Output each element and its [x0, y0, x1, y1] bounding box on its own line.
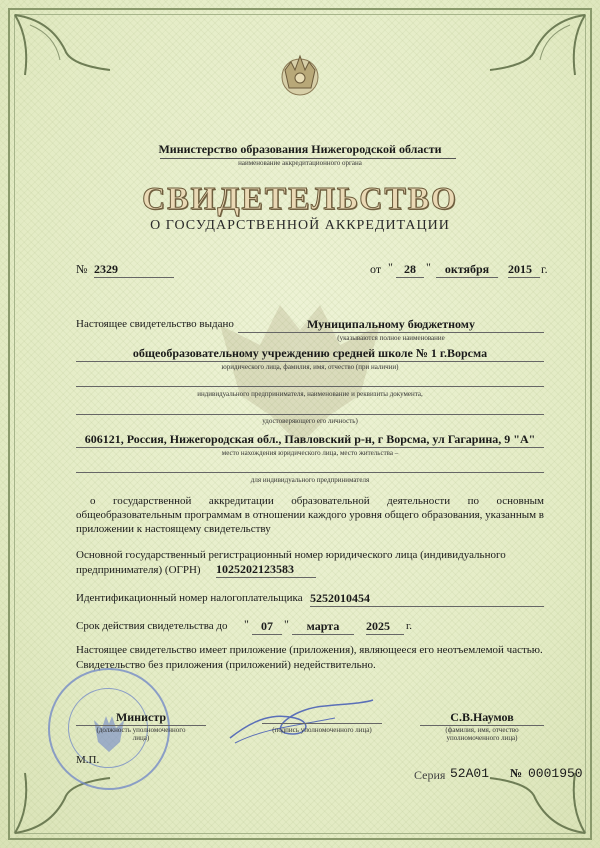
- issued-caption6: для индивидуального предпринимателя: [250, 476, 370, 484]
- valid-day: 07: [252, 619, 282, 635]
- position-caption: (должность уполномоченного лица): [96, 726, 186, 742]
- corner-ornament-icon: [480, 10, 590, 80]
- issued-caption5: место нахождения юридического лица, место жительства –: [221, 449, 399, 457]
- number-prefix: №: [76, 262, 88, 276]
- issued-to-line2: общеобразовательному учреждению средней школе № 1 г.Ворсма: [76, 346, 544, 362]
- issued-caption3: индивидуального предпринимателя, наименование и реквизиты документа,: [197, 390, 423, 398]
- coat-of-arms-icon: [277, 50, 323, 100]
- series-value: 52А01: [450, 766, 490, 781]
- issued-label: Настоящее свидетельство выдано: [76, 318, 234, 330]
- valid-suffix: г.: [406, 620, 413, 632]
- ministry-name: Министерство образования Нижегородской области: [158, 142, 442, 156]
- mp-label: М.П.: [76, 754, 100, 766]
- issued-caption2: юридического лица, фамилия, имя, отчество (при наличии): [221, 363, 399, 371]
- valid-label: Срок действия свидетельства до: [76, 620, 228, 632]
- issue-month: октября: [436, 262, 498, 278]
- inn-value: 5252010454: [310, 591, 544, 607]
- ogrn-value: 1025202123583: [216, 562, 316, 578]
- address-line: 606121, Россия, Нижегородская обл., Павловский р-н, г Ворсма, ул Гагарина, 9 "А": [76, 432, 544, 448]
- certificate-page: Министерство образования Нижегородской области наименование аккредитационного органа СВИДЕТЕЛЬСТВО О ГОСУДАРСТВЕННОЙ АККРЕДИТАЦИИ № 2329 от " 28 " октября 2015 г. Настоящее свидетельство выдано Муниципальному бюджетному (указываются полное наименование общеобразовательному учреждению средней школе № 1 г.Ворсма юридического лица, фамилия, имя, отчество (при наличии) индивидуального предпринимателя, наименование и реквизиты документа, удостоверяющего его личность) 606121, Россия, Нижегородская обл., Павловский р-н, г Ворсма, ул Гагарина, 9 "А" место нахождения юридического лица, место жительства – для индивидуального предпринимателя о государственной аккредитации образовательной деятельности по основным общеобразовательным программам в отношении каждого уровня общего образования, указанным в приложении к настоящему свидетельству Основной государственный регистрационный номер юридического лица (индивидуального предпринимателя) (ОГРН) 1025202123583 Идентификационный номер налогоплательщика 5252010454 Срок действия свидетельства до " 07 " марта 2025 г. Настоящее свидетельство имеет приложение (приложения), являющееся его неотъемлемой частью. Свидетельство без приложения (приложений) недействительно. Министр (должность уполномоченного лица) (подпись уполномоченного лица) С.В.Наумов (фамилия, имя, отчество уполномоченного лица) М.П. Серия 52А01 № 0001950: [0, 0, 600, 848]
- blank-line: [76, 400, 544, 415]
- ministry-caption: наименование аккредитационного органа: [238, 159, 362, 167]
- ogrn-label: Основной государственный регистрационный номер юридического лица (индивидуального предпринимателя) (ОГРН): [76, 549, 506, 576]
- blank-line: [76, 458, 544, 473]
- issue-day: 28: [396, 262, 424, 278]
- valid-month: марта: [292, 619, 354, 635]
- certificate-title: СВИДЕТЕЛЬСТВО: [142, 180, 458, 216]
- serial-number: 0001950: [528, 766, 583, 781]
- name-caption: (фамилия, имя, отчество уполномоченного лица): [445, 726, 519, 742]
- issue-year: 2015: [508, 262, 540, 278]
- appendix-note: Настоящее свидетельство имеет приложение (приложения), являющееся его неотъемлемой частью. Свидетельство без приложения (приложений) недействительно.: [76, 644, 543, 671]
- issued-caption4: удостоверяющего его личность): [262, 417, 358, 425]
- corner-ornament-icon: [10, 10, 120, 80]
- valid-year: 2025: [366, 619, 404, 635]
- year-suffix: г.: [541, 262, 548, 276]
- blank-line: [76, 372, 544, 387]
- accreditation-paragraph: о государственной аккредитации образовательной деятельности по основным общеобразовательным программам в отношении каждого уровня общего образования, указанным в приложении к настоящему свидетельству: [76, 495, 544, 535]
- issued-caption1: (указываются полное наименование: [337, 334, 445, 342]
- signatory-name: С.В.Наумов: [420, 710, 544, 726]
- series-label: Серия: [414, 768, 446, 782]
- certificate-subtitle: О ГОСУДАРСТВЕННОЙ АККРЕДИТАЦИИ: [150, 218, 450, 233]
- signature-line: [262, 723, 382, 724]
- signatory-position: Министр: [76, 710, 206, 726]
- certificate-number: 2329: [94, 262, 174, 278]
- signature-caption: (подпись уполномоченного лица): [272, 726, 372, 734]
- issued-to-line1: Муниципальному бюджетному: [238, 317, 544, 333]
- handwritten-signature-icon: [225, 688, 375, 748]
- serial-number-prefix: №: [510, 766, 523, 780]
- inn-label: Идентификационный номер налогоплательщика: [76, 592, 303, 604]
- date-prefix: от: [370, 262, 382, 276]
